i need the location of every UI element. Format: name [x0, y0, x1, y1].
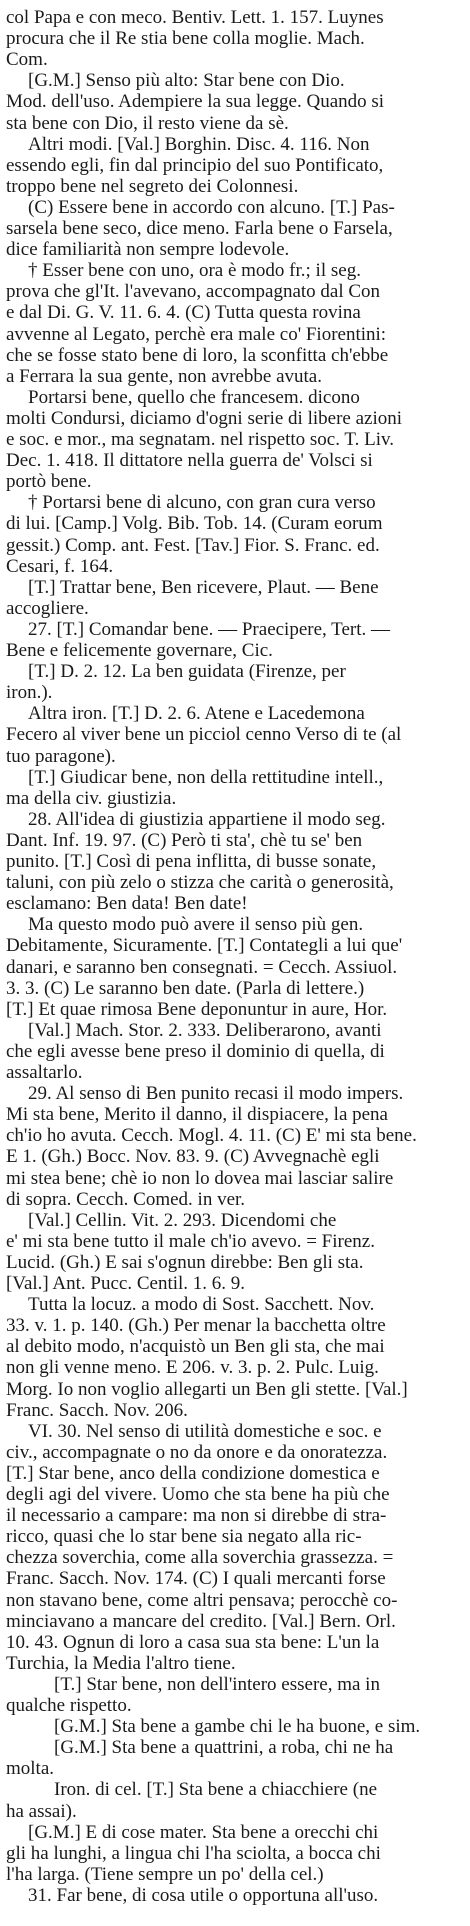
text-line: 33. v. 1. p. 140. (Gh.) Per menar la bacchetta oltre — [6, 1315, 386, 1337]
text-line: punito. [T.] Così di pena inflitta, di busse sonate, — [6, 851, 377, 872]
text-line: ha assai). — [6, 1800, 77, 1822]
text-line: [G.M.] Senso più alto: Star bene con Dio. — [28, 70, 345, 92]
text-line: accogliere. — [6, 597, 89, 619]
text-line: [G.M.] E di cose mater. Sta bene a orecchi chi — [28, 1821, 379, 1843]
text-line: portò bene. — [6, 471, 92, 493]
text-line: [Val.] Cellin. Vit. 2. 293. Dicendomi che — [28, 1209, 337, 1231]
text-line: civ., accompagnate o no da onore e da onoratezza. — [6, 1441, 388, 1463]
text-line: essendo egli, fin dal principio del suo Pontificato, — [6, 154, 384, 176]
text-line: mi stea bene; chè io non lo dovea mai lasciar salire — [6, 1167, 394, 1189]
text-line: Dant. Inf. 19. 97. (C) Però ti sta', chè tu se' ben — [6, 829, 363, 851]
text-line: ma della civ. giustizia. — [6, 787, 177, 809]
text-line: ch'io ho avuta. Cecch. Mogl. 4. 11. (C) E' mi sta bene. — [6, 1125, 417, 1147]
text-line: assaltarlo. — [6, 1062, 83, 1083]
text-line: [G.M.] Sta bene a quattrini, a roba, chi ne ha — [54, 1737, 394, 1759]
text-line: 3. 3. (C) Le saranno ben date. (Parla di lettere.) — [6, 977, 365, 999]
text-line: [T.] Trattar bene, Ben ricevere, Plaut. — Bene — [28, 576, 379, 598]
text-line: † Portarsi bene di alcuno, con gran cura verso — [28, 492, 376, 514]
text-line: danari, e saranno ben consegnati. = Cecch. Assiuol. — [6, 956, 398, 978]
text-line: VI. 30. Nel senso di utilità domestiche e soc. e — [28, 1420, 382, 1442]
text-line: Debitamente, Sicuramente. [T.] Contategli a lui que' — [6, 935, 403, 957]
text-line: 29. Al senso di Ben punito recasi il modo impers. — [28, 1083, 404, 1105]
text-line: [Val.] Ant. Pucc. Centil. 1. 6. 9. — [6, 1273, 246, 1294]
text-line: Franc. Sacch. Nov. 174. (C) I quali mercanti forse — [6, 1568, 386, 1590]
text-line: Morg. Io non voglio allegarti un Ben gli stette. [Val.] — [6, 1378, 408, 1400]
text-line: gessit.) Comp. ant. Fest. [Tav.] Fior. S. Franc. ed. — [6, 534, 380, 556]
text-line: minciavano a mancare del credito. [Val.] Bern. Orl. — [6, 1610, 396, 1632]
text-line: non stavano bene, come altri pensava; perocchè co- — [6, 1589, 398, 1611]
text-line: Mod. dell'uso. Adempiere la sua legge. Quando si — [6, 91, 385, 113]
text-line: di sopra. Cecch. Comed. in ver. — [6, 1188, 246, 1210]
text-line: Portarsi bene, quello che francesem. dicono — [28, 386, 360, 408]
text-line: Cesari, f. 164. — [6, 555, 114, 577]
text-line: [T.] Giudicar bene, non della rettitudine intell., — [28, 766, 384, 788]
text-line: 31. Far bene, di cosa utile o opportuna all'uso. — [28, 1884, 379, 1906]
text-line: che egli avesse bene preso il dominio di quella, di — [6, 1040, 385, 1062]
text-line: procura che il Re stia bene colla moglie. Mach. — [6, 28, 365, 50]
text-line: prova che gl'It. l'avevano, accompagnato dal Con — [6, 281, 381, 303]
text-line: Lucid. (Gh.) E sai s'ognun direbbe: Ben gli sta. — [6, 1251, 364, 1273]
text-line: molti Condursi, diciamo d'ogni serie di libere azioni — [6, 407, 403, 429]
text-line: taluni, con più zelo o stizza che carità o generosità, — [6, 872, 394, 894]
text-line: troppo bene nel segreto dei Colonnesi. — [6, 175, 299, 197]
text-line: 28. All'idea di giustizia appartiene il modo seg. — [28, 808, 386, 830]
text-line: e dal Di. G. V. 11. 6. 4. (C) Tutta questa rovina — [6, 302, 361, 324]
text-line: Dec. 1. 418. Il dittatore nella guerra de' Volsci si — [6, 450, 373, 472]
text-line: (C) Essere bene in accordo con alcuno. [T.] Pas- — [28, 196, 395, 218]
text-line: non gli venne meno. E 206. v. 3. p. 2. Pulc. Luig. — [6, 1357, 379, 1379]
text-line: che se fosse stato bene di loro, la sconfitta ch'ebbe — [6, 344, 389, 366]
text-line: Turchia, la Media l'altro tiene. — [6, 1652, 236, 1674]
text-line: Ma questo modo può avere il senso più gen. — [28, 914, 364, 936]
text-line: al debito modo, n'acquistò un Ben gli sta, che mai — [6, 1336, 385, 1358]
text-line: Franc. Sacch. Nov. 206. — [6, 1399, 188, 1421]
text-line: e' mi sta bene tutto il male ch'io avevo. = Firenz. — [6, 1230, 375, 1252]
text-line: col Papa e con meco. Bentiv. Lett. 1. 157. Luynes — [6, 7, 384, 28]
text-line: molta. — [6, 1758, 55, 1780]
text-line: [T.] Star bene, non dell'intero essere, ma in — [54, 1673, 380, 1695]
text-line: 10. 43. Ognun di loro a casa sua sta bene: L'un la — [6, 1631, 380, 1653]
text-line: iron.). — [6, 682, 53, 704]
text-line: [G.M.] Sta bene a gambe chi le ha buone, e sim. — [54, 1716, 421, 1738]
text-line: E 1. (Gh.) Bocc. Nov. 83. 9. (C) Avvegnachè egli — [6, 1146, 380, 1168]
text-line: Altri modi. [Val.] Borghin. Disc. 4. 116. Non — [28, 133, 370, 155]
text-line: 27. [T.] Comandar bene. — Praecipere, Tert. — — [28, 618, 391, 640]
text-line: Bene e felicemente governare, Cic. — [6, 640, 273, 661]
text-line: sarsela bene seco, dice meno. Farla bene o Farsela, — [6, 218, 393, 239]
text-line: tuo paragone). — [6, 745, 116, 767]
text-line: l'ha larga. (Tiene sempre un po' della cel.) — [6, 1863, 324, 1885]
text-line: Altra iron. [T.] D. 2. 6. Atene e Lacedemona — [28, 703, 365, 725]
text-line: avvenne al Legato, perchè era male co' Fiorentini: — [6, 323, 387, 345]
text-line: Mi sta bene, Merito il danno, il dispiacere, la pena — [6, 1104, 388, 1126]
text-line: qualche rispetto. — [6, 1695, 132, 1716]
text-line: Fecero al viver bene un picciol cenno Verso di te (al — [6, 724, 402, 746]
text-line: a Ferrara la sua gente, non avrebbe avuta. — [6, 365, 322, 387]
text-line: chezza soverchia, come alla soverchia grassezza. = — [6, 1547, 394, 1569]
text-line: [T.] Star bene, anco della condizione domestica e — [6, 1462, 380, 1484]
text-line: [T.] Et quae rimosa Bene deponuntur in aure, Hor. — [6, 998, 388, 1020]
text-line: gli ha lunghi, a lingua chi l'ha sciolta, a bocca chi — [6, 1842, 381, 1864]
text-line: il necessario a campare: ma non si direbbe di stra- — [6, 1505, 387, 1527]
text-line: di lui. [Camp.] Volg. Bib. Tob. 14. (Curam eorum — [6, 513, 383, 535]
text-line: † Esser bene con uno, ora è modo fr.; il seg. — [28, 260, 361, 282]
text-line: [T.] D. 2. 12. La ben guidata (Firenze, per — [28, 661, 346, 683]
text-line: e soc. e mor., ma segnatam. nel rispetto soc. T. Liv. — [6, 429, 394, 450]
text-line: ricco, quasi che lo star bene sia negato alla ric- — [6, 1526, 362, 1548]
text-line: Tutta la locuz. a modo di Sost. Sacchett. Nov. — [28, 1294, 375, 1316]
text-line: Com. — [6, 49, 48, 71]
text-line: Iron. di cel. [T.] Sta bene a chiacchiere (ne — [54, 1779, 377, 1801]
text-line: esclamano: Ben data! Ben date! — [6, 893, 248, 915]
text-line: dice familiarità non sempre lodevole. — [6, 239, 290, 261]
text-line: degli agi del vivere. Uomo che sta bene ha più che — [6, 1484, 390, 1505]
text-line: [Val.] Mach. Stor. 2. 333. Deliberarono, avanti — [28, 1019, 382, 1041]
text-line: sta bene con Dio, il resto viene da sè. — [6, 112, 289, 134]
